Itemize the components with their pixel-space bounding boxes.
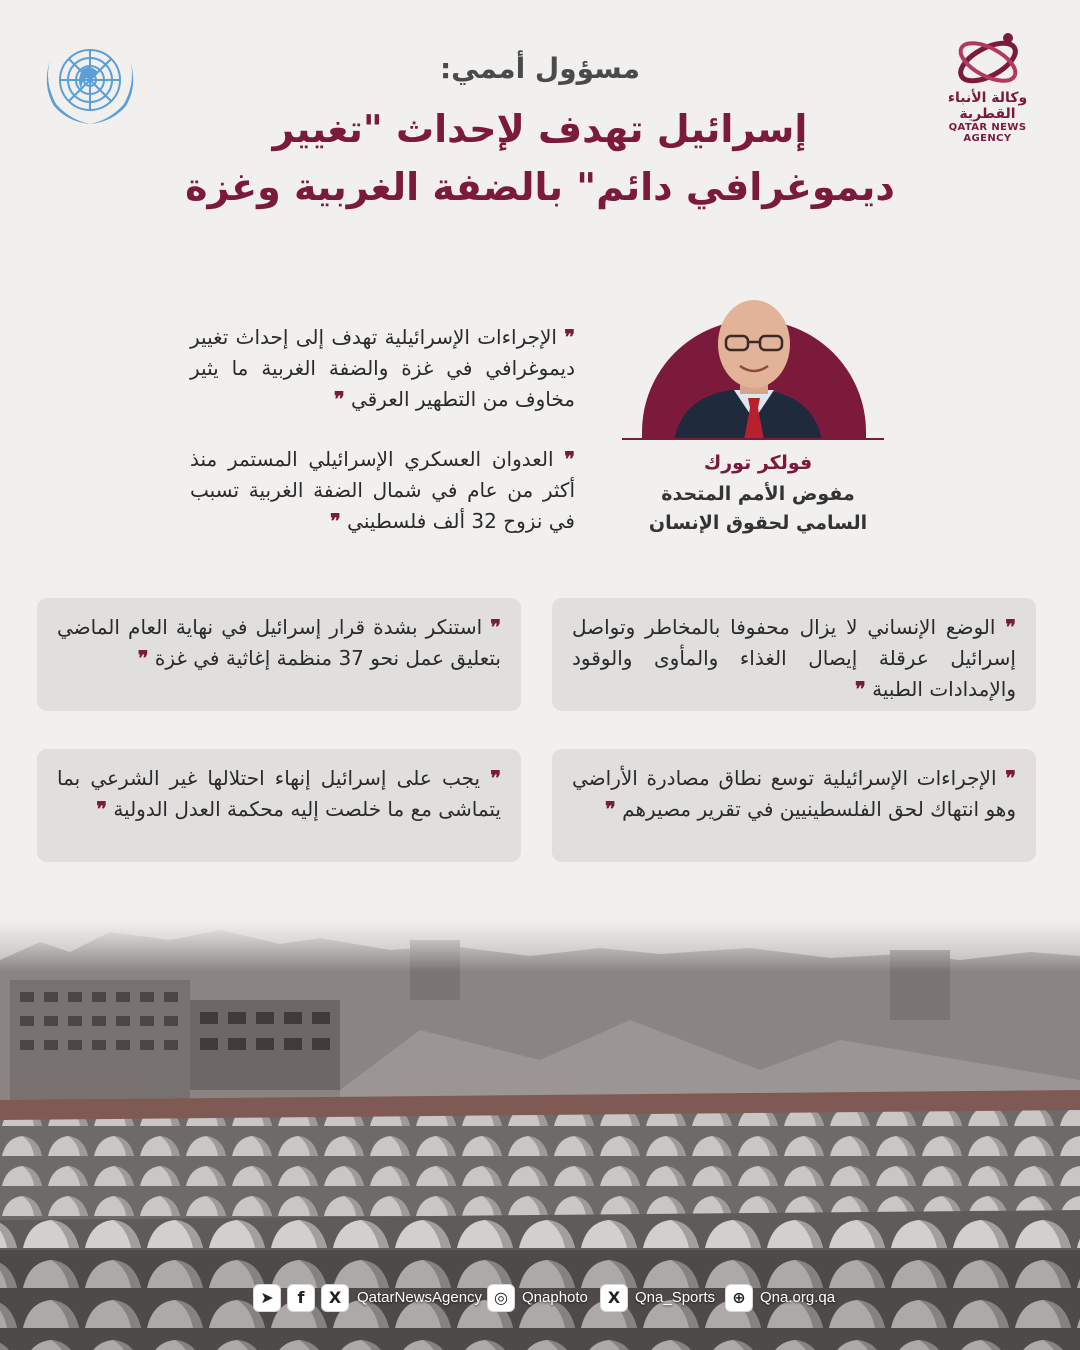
quote-open-icon: ❞	[490, 766, 501, 790]
handle-sports[interactable]: Qna_Sports	[635, 1289, 716, 1306]
quote-card	[552, 749, 1036, 862]
telegram-icon[interactable]: ➤	[253, 1284, 281, 1312]
card-text: الوضع الإنساني لا يزال محفوفا بالمخاطر وتواصل إسرائيل عرقلة إيصال الغذاء والمأوى والوقود والإمدادات الطبية	[572, 615, 1016, 701]
quote-card	[552, 598, 1036, 711]
headline-line-2: ديموغرافي دائم" بالضفة الغربية وغزة	[185, 165, 895, 209]
quote-open-icon: ❞	[1005, 766, 1017, 790]
quote-open-icon: ❞	[490, 615, 502, 639]
website-link[interactable]: Qna.org.qa	[760, 1289, 836, 1306]
handle-photo[interactable]: Qnaphoto	[522, 1289, 588, 1306]
quote-close-icon: ❞	[854, 677, 866, 701]
qna-emblem-icon	[948, 28, 1028, 88]
agency-name-english: QATAR NEWS AGENCY	[948, 122, 1027, 144]
quote-close-icon: ❞	[330, 509, 341, 533]
social-footer	[0, 1280, 1080, 1320]
handle-main[interactable]: QatarNewsAgency	[357, 1289, 483, 1306]
quote-paragraph	[190, 444, 575, 537]
quote-close-icon: ❞	[333, 387, 345, 411]
role-line-2: السامي لحقوق الإنسان	[648, 512, 868, 534]
facebook-icon[interactable]: f	[287, 1284, 315, 1312]
role-line-1: مفوض الأمم المتحدة	[661, 483, 855, 505]
x-icon[interactable]: X	[321, 1284, 349, 1312]
un-emblem-icon	[36, 30, 144, 138]
quote-paragraph	[190, 322, 575, 415]
quote-close-icon: ❞	[137, 646, 149, 670]
person-role	[600, 480, 916, 538]
headline	[170, 100, 910, 216]
card-text: استنكر بشدة قرار إسرائيل في نهاية العام الماضي بتعليق عمل نحو 37 منظمة إغاثية في غزة	[57, 615, 501, 670]
quote-close-icon: ❞	[605, 797, 616, 821]
card-text: الإجراءات الإسرائيلية توسع نطاق مصادرة الأراضي وهو انتهاك لحق الفلسطينيين في تقرير مصيرهم	[572, 766, 1016, 821]
card-text: يجب على إسرائيل إنهاء احتلالها غير الشرعي بما يتماشى مع ما خلصت إليه محكمة العدل الدولية	[57, 766, 501, 821]
kicker-title: مسؤول أممي:	[439, 52, 640, 85]
portrait-baseline	[622, 438, 884, 440]
instagram-icon[interactable]: ◎	[487, 1284, 515, 1312]
quote-text: الإجراءات الإسرائيلية تهدف إلى إحداث تغيير ديموغرافي في غزة والضفة الغربية ما يثير مخاوف من التطهير العرقي	[190, 325, 575, 411]
quote-open-icon: ❞	[564, 325, 575, 349]
quote-text: العدوان العسكري الإسرائيلي المستمر منذ أكثر من عام في شمال الضفة الغربية تسبب في نزوح 32 ألف فلسطيني	[190, 447, 575, 533]
quote-card	[37, 749, 521, 862]
x-icon[interactable]: X	[600, 1284, 628, 1312]
quote-open-icon: ❞	[564, 447, 575, 471]
quote-close-icon: ❞	[96, 797, 107, 821]
portrait-photo	[642, 282, 866, 440]
globe-icon[interactable]: ⊕	[725, 1284, 753, 1312]
person-name: فولكر تورك	[703, 452, 813, 474]
headline-line-1: إسرائيل تهدف لإحداث "تغيير	[272, 107, 808, 151]
quote-open-icon: ❞	[1005, 615, 1017, 639]
qna-logo	[925, 28, 1050, 144]
agency-name-arabic: وكالة الأنباء القطرية	[947, 90, 1028, 122]
quote-card	[37, 598, 521, 711]
